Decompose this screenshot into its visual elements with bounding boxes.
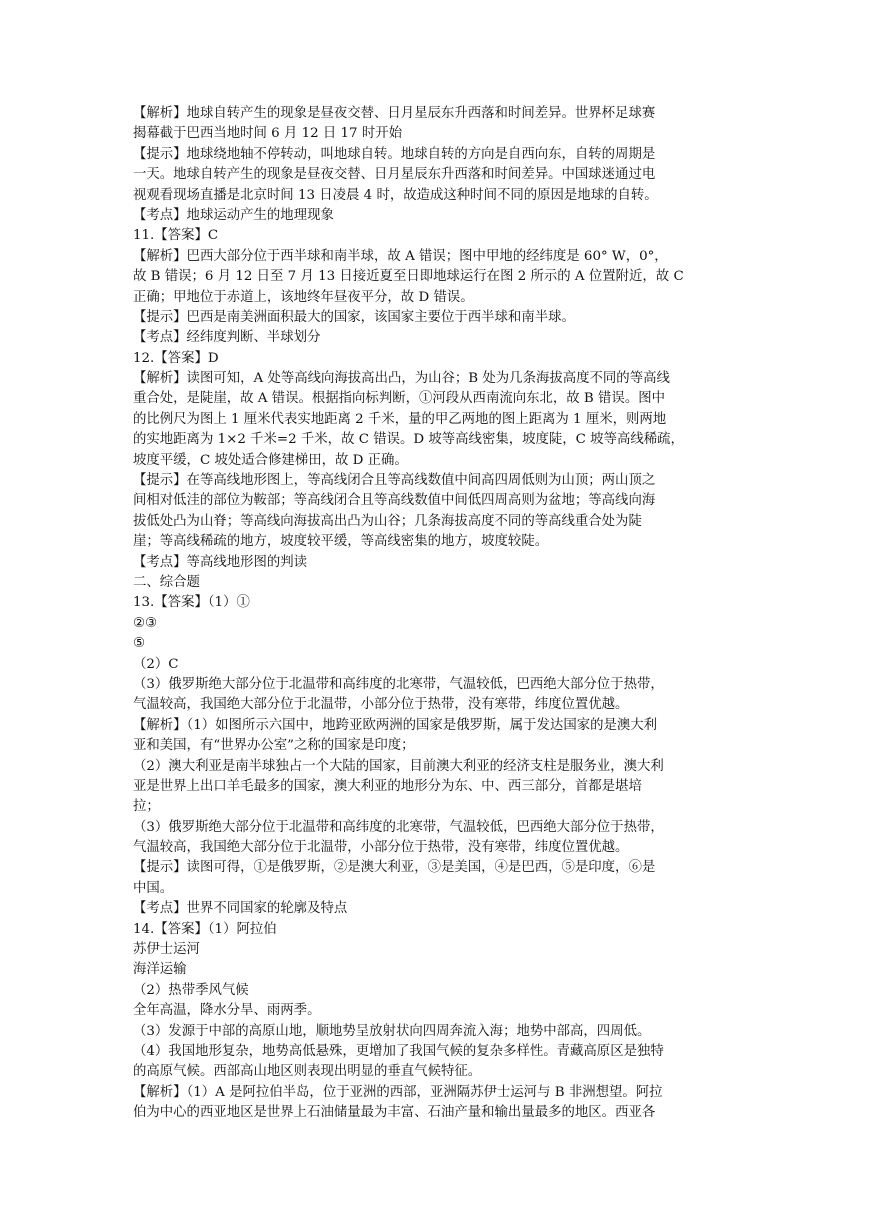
text-line: 间相对低洼的部位为鞍部；等高线闭合且等高线数值中间低四周高则为盆地；等高线向海 [133,493,656,509]
text-line: 13.【答案】（1）① [133,595,250,611]
text-line: 中国。 [133,880,174,896]
text-line: （2）澳大利亚是南半球独占一个大陆的国家，目前澳大利亚的经济支柱是服务业，澳大利 [133,758,664,774]
text-line: 的高原气候。西部高山地区则表现出明显的垂直气候特征。 [133,1064,482,1080]
text-line: 一天。地球自转产生的现象是昼夜交替、日月星辰东升西落和时间差异。中国球迷通过电 [133,167,656,183]
text-line: 11.【答案】C [133,228,219,244]
text-line: 视观看现场直播是北京时间 13 日凌晨 4 时，故造成这种时间不同的原因是地球的自转。 [133,187,658,203]
text-line: 【考点】经纬度判断、半球划分 [133,330,321,346]
text-line: 气温较高，我国绝大部分位于北温带，小部分位于热带，没有寒带，纬度位置优越。 [133,840,629,856]
text-line: 揭幕截于巴西当地时间 6 月 12 日 17 时开始 [133,126,402,142]
text-line: （4）我国地形复杂，地势高低悬殊，更增加了我国气候的复杂多样性。青藏高原区是独特 [133,1043,664,1059]
text-line: 【提示】巴西是南美洲面积最大的国家，该国家主要位于西半球和南半球。 [133,309,575,325]
text-line: 二、综合题 [133,574,200,590]
text-line: ②③ [133,615,158,631]
text-line: 【解析】巴西大部分位于西半球和南半球，故 A 错误；图中甲地的经纬度是 60° W，0°， [133,248,668,264]
text-line: 拉； [133,799,160,815]
text-line: （2）C [133,656,179,672]
text-line: 的比例尺为图上 1 厘米代表实地距离 2 千米，量的甲乙两地的图上距离为 1 厘米，则两地 [133,411,667,427]
text-line: 亚是世界上出口羊毛最多的国家，澳大利亚的地形分为东、中、西三部分，首都是堪培 [133,778,642,794]
text-line: 12.【答案】D [133,350,219,366]
text-line: 全年高温，降水分旱、雨两季。 [133,1003,321,1019]
text-line: 伯为中心的西亚地区是世界上石油储量最为丰富、石油产量和输出量最多的地区。西亚各 [133,1105,656,1121]
text-line: ⑤ [133,636,146,652]
text-line: 【解析】（1）如图所示六国中，地跨亚欧两洲的国家是俄罗斯，属于发达国家的是澳大利 [133,717,658,733]
text-line: 亚和美国，有“世界办公室”之称的国家是印度； [133,738,415,754]
text-line: 故 B 错误；6 月 12 日至 7 月 13 日接近夏至日即地球运行在图 2 所示的 A 位置附近，故 C [133,269,684,285]
text-line: 【解析】地球自转产生的现象是昼夜交替、日月星辰东升西落和时间差异。世界杯足球赛 [133,106,656,121]
text-line: 拔低处凸为山脊；等高线向海拔高出凸为山谷；几条海拔高度不同的等高线重合处为陡 [133,513,642,529]
text-line: （2）热带季风气候 [133,982,249,998]
text-line: 【提示】读图可得，①是俄罗斯，②是澳大利亚，③是美国，④是巴西，⑤是印度，⑥是 [133,860,656,876]
text-line: 崖；等高线稀疏的地方，坡度较平缓，等高线密集的地方，坡度较陡。 [133,534,549,550]
text-line: 【考点】地球运动产生的地理现象 [133,207,334,223]
text-line: 【解析】读图可知，A 处等高线向海拔高出凸，为山谷；B 处为几条海拔高度不同的等高线 [133,371,670,387]
text-line: 的实地距离为 1×2 千米=2 千米，故 C 错误。D 坡等高线密集，坡度陡，C 坡等高线稀疏， [133,432,684,448]
text-line: 【提示】地球绕地轴不停转动，叫地球自转。地球自转的方向是自西向东，自转的周期是 [133,146,656,162]
text-line: 14.【答案】（1）阿拉伯 [133,921,277,937]
text-line: 【解析】（1）A 是阿拉伯半岛，位于亚洲的西部，亚洲隔苏伊士运河与 B 非洲想望。阿拉 [133,1084,663,1100]
text-line: 苏伊士运河 [133,942,200,958]
text-line: 【提示】在等高线地形图上，等高线闭合且等高线数值中间高四周低则为山顶；两山顶之 [133,473,656,489]
text-line: （3）发源于中部的高原山地，顺地势呈放射状向四周奔流入海；地势中部高，四周低。 [133,1023,651,1039]
text-line: 重合处，是陡崖，故 A 错误。根据指向标判断，①河段从西南流向东北，故 B 错误。图中 [133,391,665,407]
text-line: 海洋运输 [133,962,187,978]
text-line: 【考点】世界不同国家的轮廓及特点 [133,901,348,917]
text-line: 正确；甲地位于赤道上，该地终年昼夜平分，故 D 错误。 [133,289,474,305]
document-page [133,104,743,1124]
text-line: （3）俄罗斯绝大部分位于北温带和高纬度的北寒带，气温较低，巴西绝大部分位于热带， [133,819,664,835]
text-line: 坡度平缓，C 坡处适合修建梯田，故 D 正确。 [133,452,408,468]
text-line: 【考点】等高线地形图的判读 [133,554,308,570]
text-line: 气温较高，我国绝大部分位于北温带，小部分位于热带，没有寒带，纬度位置优越。 [133,697,629,713]
text-line: （3）俄罗斯绝大部分位于北温带和高纬度的北寒带，气温较低，巴西绝大部分位于热带， [133,676,664,692]
